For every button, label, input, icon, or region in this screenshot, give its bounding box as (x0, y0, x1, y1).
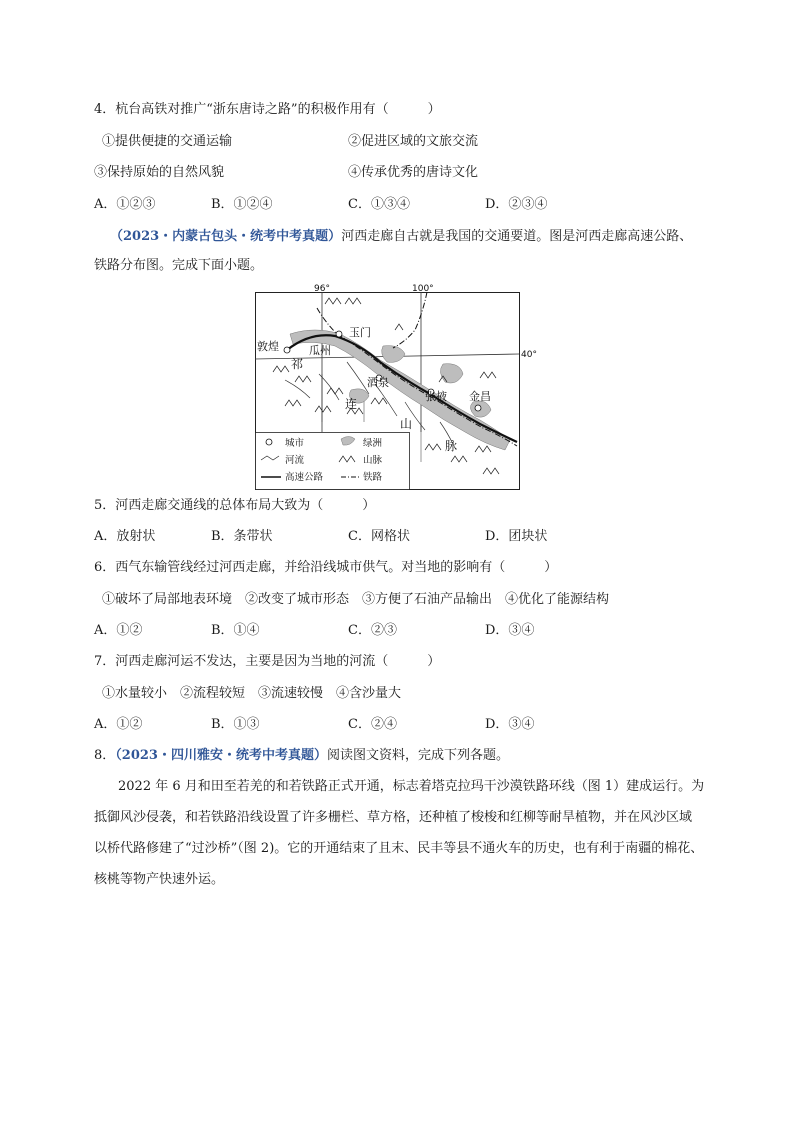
q8-paragraph-line-3: 以桥代路修建了“过沙桥”（图 2)。它的开通结束了且末、民丰等县不通火车的历史，也有利于南疆的棉花、 (94, 841, 704, 856)
map-legend (256, 433, 410, 490)
q5-stem: 5．河西走廊交通线的总体布局大致为（ ） (94, 498, 376, 513)
hexi-corridor-map (255, 282, 537, 490)
q8-paragraph-line-1: 2022 年 6 月和田至若羌的和若铁路正式开通，标志着塔克拉玛干沙漠铁路环线（图 1）建成运行。为 (118, 779, 705, 794)
city-jiuquan: 酒泉 (367, 376, 389, 389)
legend-highway: 高速公路 (285, 472, 324, 483)
city-dunhuang: 敦煌 (257, 340, 279, 353)
q7-choice-b: B．①③ (211, 717, 260, 732)
legend-city: 城市 (285, 438, 305, 449)
q8-number: 8． (94, 748, 116, 763)
q6-choice-d: D．③④ (485, 623, 535, 638)
q6-choice-c: C．②③ (348, 623, 397, 638)
q5-choice-b: B．条带状 (211, 529, 273, 544)
q7-choice-c: C．②④ (348, 717, 397, 732)
q4-choice-c: C．①③④ (348, 197, 410, 212)
q8-paragraph-line-2: 抵御风沙侵袭，和若铁路沿线设置了许多栅栏、草方格，还种植了梭梭和红柳等耐旱植物，并在风沙区域 (94, 810, 693, 825)
q8-paragraph-line-4: 核桃等物产快速外运。 (94, 872, 225, 887)
legend-railway: 铁路 (363, 472, 383, 483)
q4-choice-b: B．①②④ (211, 197, 273, 212)
q7-stem: 7．河西走廊河运不发达，主要是因为当地的河流（ ） (94, 654, 441, 669)
city-yumen: 玉门 (349, 326, 371, 339)
q8-heading (94, 747, 509, 765)
q6-choice-b: B．①④ (211, 623, 260, 638)
q6-choice-a: A．①② (94, 623, 143, 638)
intro-text-1: 河西走廊自古就是我国的交通要道。图是河西走廊高速公路、 (341, 229, 693, 244)
q4-option-2: ②促进区域的文旅交流 (348, 134, 479, 149)
q4-option-4: ④传承优秀的唐诗文化 (348, 165, 479, 180)
legend-mountain: 山脉 (363, 455, 383, 466)
q4-option-1: ①提供便捷的交通运输 (102, 134, 233, 149)
q8-source: （2023・四川雅安・统考中考真题） (115, 748, 327, 763)
q4-stem: 4．杭台高铁对推广“浙东唐诗之路”的积极作用有（ ） (94, 102, 441, 117)
q5-choice-d: D．团块状 (485, 529, 548, 544)
lat-40-label: 40° (521, 350, 537, 360)
intro-text-2: 铁路分布图。完成下面小题。 (94, 258, 264, 273)
q8-stem: 阅读图文资料，完成下列各题。 (326, 748, 509, 763)
q4-choice-d: D．②③④ (485, 197, 548, 212)
intro-source: （2023・内蒙古包头・统考中考真题） (110, 229, 342, 244)
q7-choice-d: D．③④ (485, 717, 535, 732)
q6-stem: 6．西气东输管线经过河西走廊，并给沿线城市供气。对当地的影响有（ ） (94, 560, 558, 575)
city-jinchang: 金昌 (469, 390, 491, 403)
q5-choice-c: C．网格状 (348, 529, 410, 544)
legend-river: 河流 (285, 455, 305, 466)
range-char-3: 山 (400, 417, 413, 431)
lon-96-label: 96° (314, 284, 330, 294)
q6-options: ①破坏了局部地表环境 ②改变了城市形态 ③方便了石油产品输出 ④优化了能源结构 (102, 592, 610, 607)
range-char-2: 连 (345, 397, 358, 411)
range-char-4: 脉 (445, 439, 458, 453)
intro-line-1 (110, 228, 692, 246)
city-zhangye: 张掖 (425, 390, 447, 403)
q4-choice-a: A．①②③ (94, 197, 156, 212)
legend-oasis: 绿洲 (363, 438, 383, 449)
q5-choice-a: A．放射状 (94, 529, 156, 544)
q7-choice-a: A．①② (94, 717, 143, 732)
city-guazhou: 瓜州 (309, 344, 331, 357)
q7-options: ①水量较小 ②流程较短 ③流速较慢 ④含沙量大 (102, 686, 402, 701)
q4-option-3: ③保持原始的自然风貌 (94, 165, 225, 180)
range-char-1: 祁 (291, 357, 304, 371)
lon-100-label: 100° (412, 284, 434, 294)
